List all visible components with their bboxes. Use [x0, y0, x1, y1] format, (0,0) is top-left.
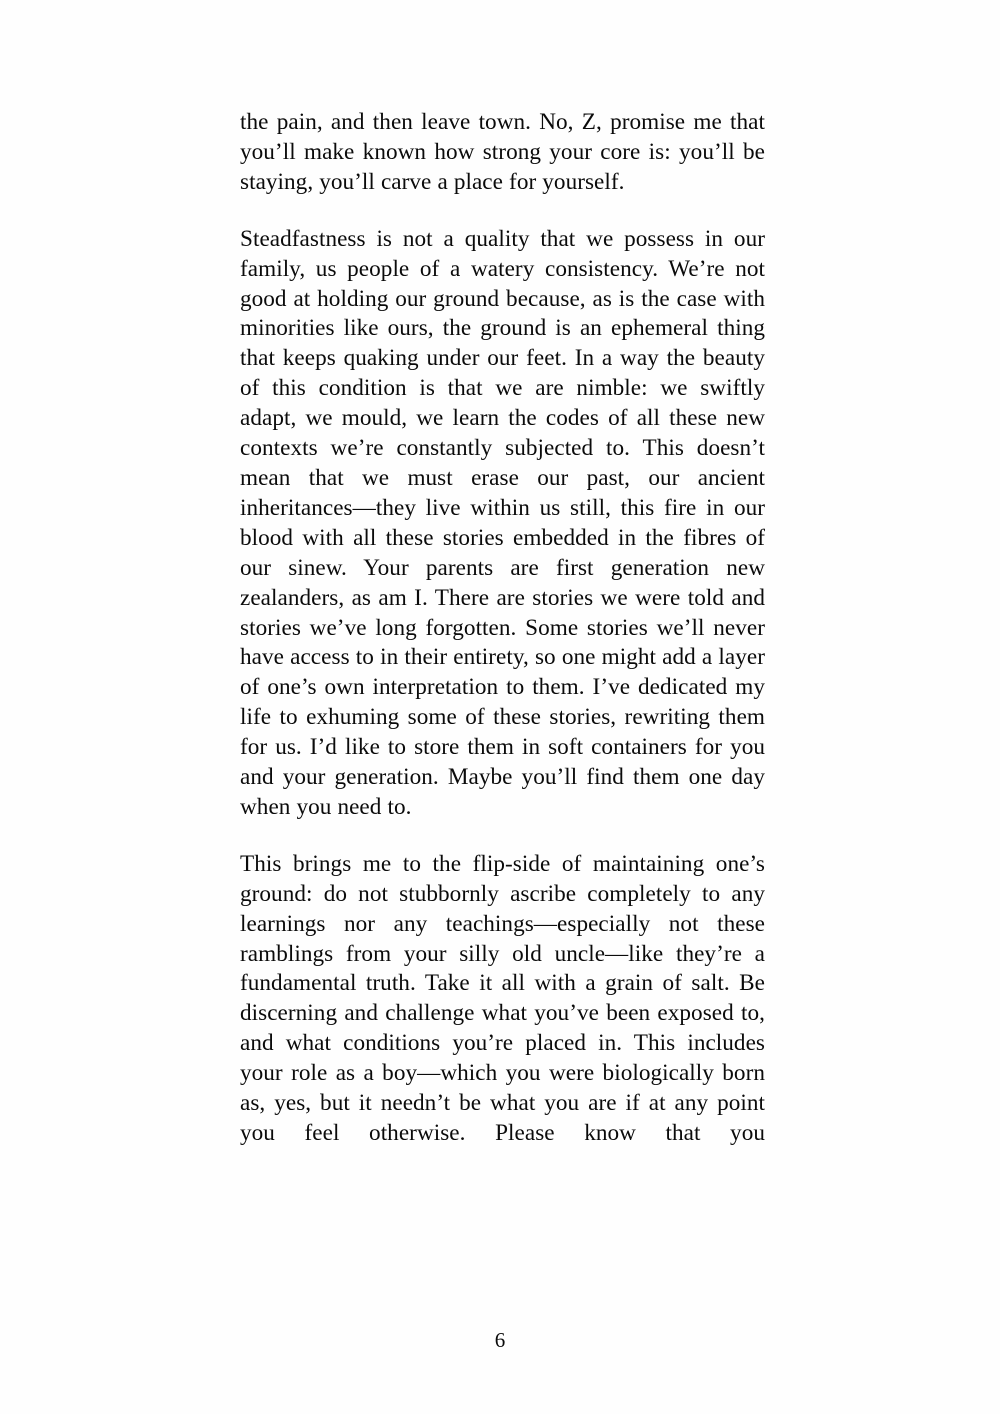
paragraph-3: This brings me to the flip-side of maintaining one’s ground: do not stubbornly ascribe completely to any learnings nor any teachings—especially not these ramblings from your silly old uncle—like they’re a fundamental truth. Take it all with a grain of salt. Be discerning and challenge what you’ve been exposed to, and what conditions you’re placed in. This includes your role as a boy—which you were biologically born as, yes, but it needn’t be what you are if at any point you feel otherwise. Please know that you — [240, 850, 765, 1146]
paragraph-2: Steadfastness is not a quality that we possess in our family, us people of a watery consistency. We’re not good at holding our ground because, as is the case with minorities like ours, the ground is an ephemeral thing that keeps quaking under our feet. In a way the beauty of this condition is that we are nimble: we swiftly adapt, we mould, we learn the codes of all these new contexts we’re constantly subjected to. This doesn’t mean that we must erase our past, our ancient inheritances—they live within us still, this fire in our blood with all these stories embedded in the fibres of our sinew. Your parents are first generation new zealanders, as am I. There are stories we were told and stories we’ve long forgotten. Some stories we’ll never have access to in their entirety, so one might add a layer of one’s own interpretation to them. I’ve dedicated my life to exhuming some of these stories, rewriting them for us. I’d like to store them in soft containers for you and your generation. Maybe you’ll find them one day when you need to. — [240, 225, 765, 820]
page-number: 6 — [494, 1328, 506, 1352]
text-column — [240, 108, 765, 1149]
paragraph-1: the pain, and then leave town. No, Z, promise me that you’ll make known how strong your core is: you’ll be staying, you’ll carve a place for yourself. — [240, 109, 765, 195]
